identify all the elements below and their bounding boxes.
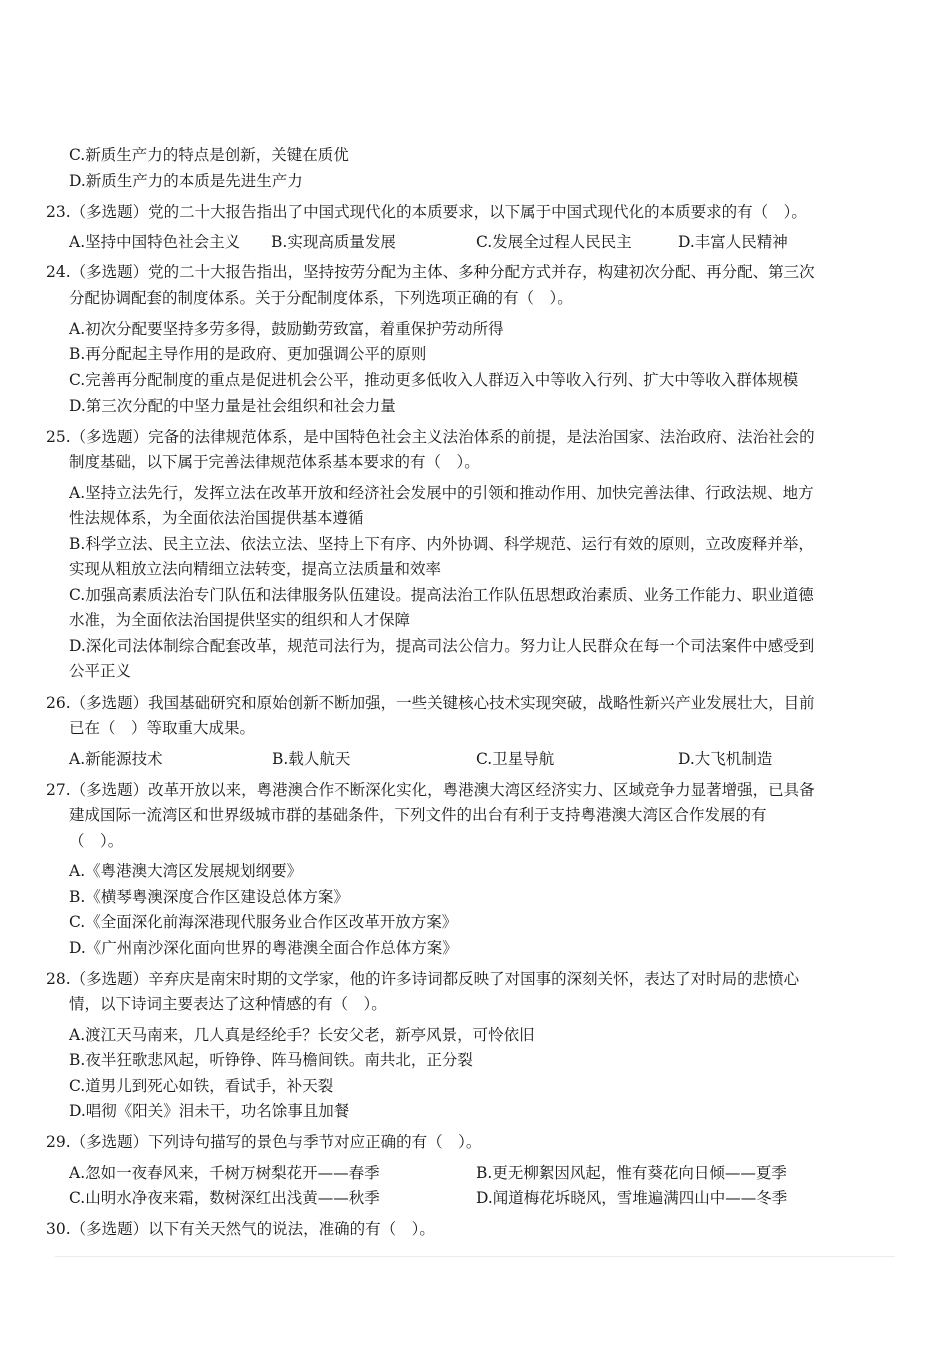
prev-option-d: D.新质生产力的本质是先进生产力 <box>69 172 303 190</box>
q27-option-a: A.《粤港澳大湾区发展规划纲要》 <box>69 862 303 880</box>
q28-option-b: B.夜半狂歌悲风起，听铮铮、阵马檐间铁。南共北，正分裂 <box>69 1051 473 1069</box>
q25-option-d-line1: D.深化司法体制综合配套改革，规范司法行为，提高司法公信力。努力让人民群众在每一个司法案件中感受到 <box>69 637 815 655</box>
q28-stem-line1: 28.（多选题）辛弃庆是南宋时期的文学家，他的许多诗词都反映了对国事的深刻关怀，表达了对时局的悲愤心 <box>46 970 800 988</box>
q26-option-d: D.大飞机制造 <box>678 750 773 768</box>
q26-option-a: A.新能源技术 <box>69 750 163 768</box>
prev-option-c: C.新质生产力的特点是创新，关键在质优 <box>69 146 349 164</box>
q27-option-d: D.《广州南沙深化面向世界的粤港澳全面合作总体方案》 <box>69 939 458 957</box>
q29-option-b: B.更无柳絮因风起，惟有葵花向日倾——夏季 <box>476 1164 787 1182</box>
q24-option-a: A.初次分配要坚持多劳多得，鼓励勤劳致富，着重保护劳动所得 <box>69 320 504 338</box>
q29-option-d: D.闻道梅花坼晓风，雪堆遍满四山中——冬季 <box>476 1189 788 1207</box>
q23-option-c: C.发展全过程人民民主 <box>476 233 632 251</box>
q25-option-a-line1: A.坚持立法先行，发挥立法在改革开放和经济社会发展中的引领和推动作用、加快完善法律、行政法规、地方 <box>69 484 814 502</box>
q24-option-c: C.完善再分配制度的重点是促进机会公平，推动更多低收入人群迈入中等收入行列、扩大中等收入群体规模 <box>69 371 799 389</box>
q24-option-d: D.第三次分配的中坚力量是社会组织和社会力量 <box>69 397 396 415</box>
q27-option-c: C.《全面深化前海深港现代服务业合作区改革开放方案》 <box>69 913 458 931</box>
q26-option-b: B.载人航天 <box>272 750 351 768</box>
q24-option-b: B.再分配起主导作用的是政府、更加强调公平的原则 <box>69 345 427 363</box>
q27-stem-line2: 建成国际一流湾区和世界级城市群的基础条件，下列文件的出台有利于支持粤港澳大湾区合作发展的有 <box>69 806 767 824</box>
q25-option-c-line1: C.加强高素质法治专门队伍和法律服务队伍建设。提高法治工作队伍思想政治素质、业务工作能力、职业道德 <box>69 586 814 604</box>
q29-option-c: C.山明水净夜来霜，数树深红出浅黄——秋季 <box>69 1189 380 1207</box>
q29-stem: 29.（多选题）下列诗句描写的景色与季节对应正确的有（ ）。 <box>46 1133 482 1151</box>
q27-stem-line3: （ ）。 <box>69 832 124 850</box>
q23-stem: 23.（多选题）党的二十大报告指出了中国式现代化的本质要求，以下属于中国式现代化的本质要求的有（ ）。 <box>46 203 807 221</box>
page-bottom-rule <box>55 1256 895 1257</box>
q25-option-b-line1: B.科学立法、民主立法、依法立法、坚持上下有序、内外协调、科学规范、运行有效的原则，立改废释并举， <box>69 535 814 553</box>
q28-option-d: D.唱彻《阳关》泪未干，功名馀事且加餐 <box>69 1102 350 1120</box>
q24-stem-line2: 分配协调配套的制度体系。关于分配制度体系，下列选项正确的有（ ）。 <box>69 289 573 307</box>
q23-option-b: B.实现高质量发展 <box>271 233 396 251</box>
q28-option-a: A.渡江天马南来，几人真是经纶手？长安父老，新亭风景，可怜依旧 <box>69 1026 535 1044</box>
q27-option-b: B.《横琴粤澳深度合作区建设总体方案》 <box>69 888 349 906</box>
q24-stem-line1: 24.（多选题）党的二十大报告指出，坚持按劳分配为主体、多种分配方式并存，构建初次分配、再分配、第三次 <box>46 263 815 281</box>
q29-option-a: A.忽如一夜春风来，千树万树梨花开——春季 <box>69 1164 380 1182</box>
q25-stem-line1: 25.（多选题）完备的法律规范体系，是中国特色社会主义法治体系的前提，是法治国家、法治政府、法治社会的 <box>46 428 815 446</box>
q25-option-b-line2: 实现从粗放立法向精细立法转变，提高立法质量和效率 <box>69 560 442 578</box>
q28-stem-line2: 情，以下诗词主要表达了这种情感的有（ ）。 <box>69 995 387 1013</box>
q25-option-a-line2: 性法规体系，为全面依法治国提供基本遵循 <box>69 509 364 527</box>
q26-stem-line1: 26.（多选题）我国基础研究和原始创新不断加强，一些关键核心技术实现突破，战略性新兴产业发展壮大，目前 <box>46 694 815 712</box>
q25-stem-line2: 制度基础，以下属于完善法律规范体系基本要求的有（ ）。 <box>69 453 480 471</box>
q26-option-c: C.卫星导航 <box>476 750 555 768</box>
q23-option-a: A.坚持中国特色社会主义 <box>69 233 241 251</box>
q25-option-d-line2: 公平正义 <box>69 662 132 680</box>
q28-option-c: C.道男儿到死心如铁，看试手，补天裂 <box>69 1077 334 1095</box>
q27-stem-line1: 27.（多选题）改革开放以来，粤港澳合作不断深化实化，粤港澳大湾区经济实力、区域竞争力显著增强，已具备 <box>46 781 815 799</box>
q30-stem: 30.（多选题）以下有关天然气的说法，准确的有（ ）。 <box>46 1220 435 1238</box>
q23-option-d: D.丰富人民精神 <box>678 233 788 251</box>
q25-option-c-line2: 水准，为全面依法治国提供坚实的组织和人才保障 <box>69 611 411 629</box>
q26-stem-line2: 已在（ ）等取重大成果。 <box>69 719 256 737</box>
